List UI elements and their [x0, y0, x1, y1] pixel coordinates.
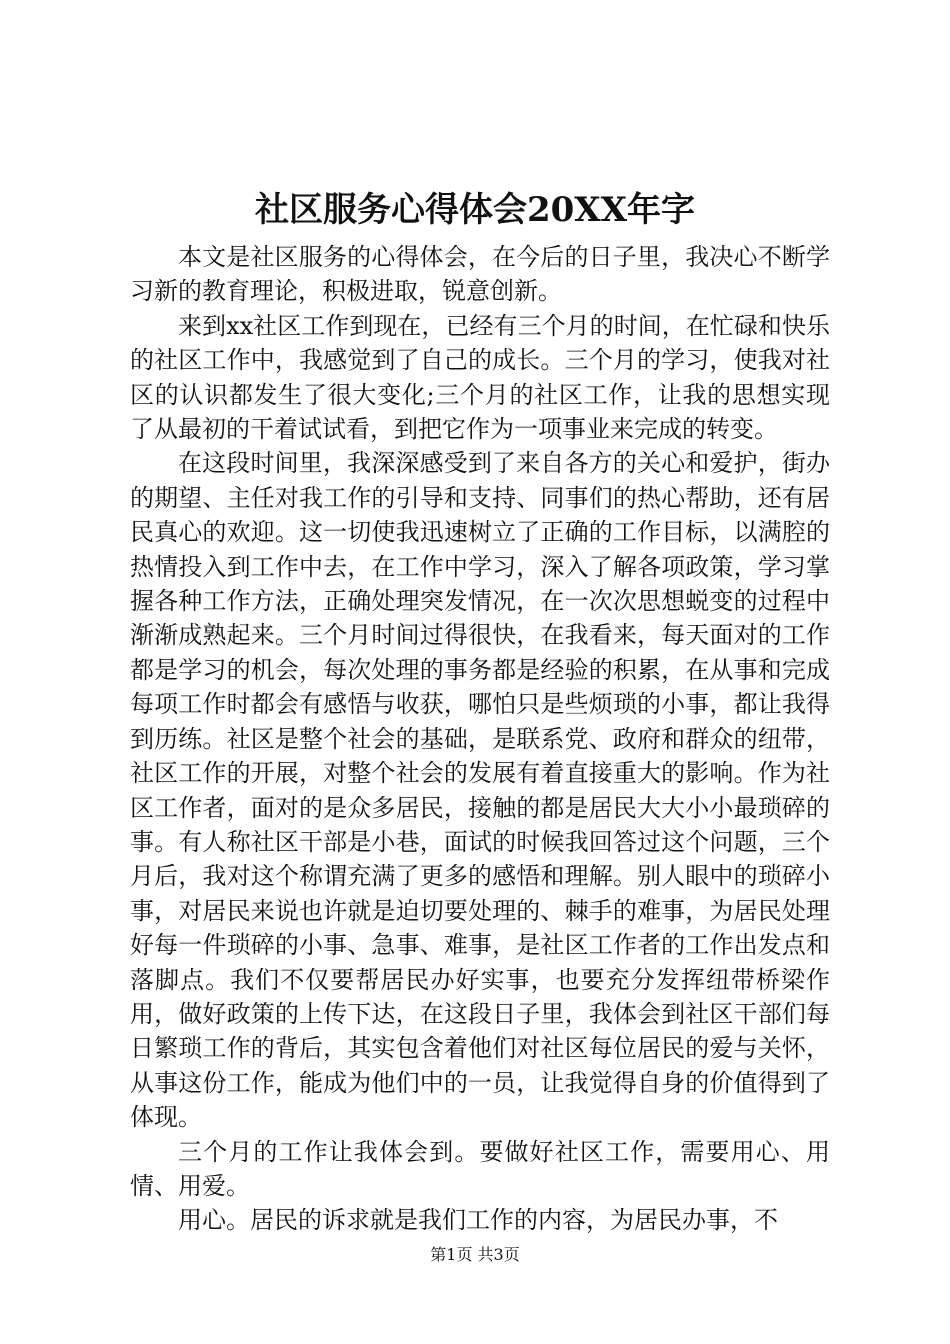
page-number-footer: 第1页 共3页 [430, 1245, 520, 1264]
paragraph: 在这段时间里，我深深感受到了来自各方的关心和爱护，街办的期望、主任对我工作的引导和支持、同事们的热心帮助，还有居民真心的欢迎。这一切使我迅速树立了正确的工作目标，以满腔的热情投入到工作中去，在工作中学习，深入了解各项政策，学习掌握各种工作方法，正确处理突发情况，在一次次思想蜕变的过程中渐渐成熟起来。三个月时间过得很快，在我看来，每天面对的工作都是学习的机会，每次处理的事务都是经验的积累，在从事和完成每项工作时都会有感悟与收获，哪怕只是些烦琐的小事，都让我得到历练。社区是整个社会的基础，是联系党、政府和群众的纽带，社区工作的开展，对整个社会的发展有着直接重大的影响。作为社区工作者，面对的是众多居民，接触的都是居民大大小小最琐碎的事。有人称社区干部是小巷，面试的时候我回答过这个问题，三个月后，我对这个称谓充满了更多的感悟和理解。别人眼中的琐碎小事，对居民来说也许就是迫切要处理的、棘手的难事，为居民处理好每一件琐碎的小事、急事、难事，是社区工作者的工作出发点和落脚点。我们不仅要帮居民办好实事，也要充分发挥纽带桥梁作用，做好政策的上传下达，在这段日子里，我体会到社区干部们每日繁琐工作的背后，其实包含着他们对社区每位居民的爱与关怀，从事这份工作，能成为他们中的一员，让我觉得自身的价值得到了体现。 [130, 449, 830, 1132]
paragraph: 本文是社区服务的心得体会，在今后的日子里，我决心不断学习新的教育理论，积极进取，锐意创新。 [130, 243, 830, 306]
document-title: 社区服务心得体会20XX年字 [254, 190, 696, 230]
document-body [130, 240, 830, 1238]
paragraph: 来到xx社区工作到现在，已经有三个月的时间，在忙碌和快乐的社区工作中，我感觉到了自己的成长。三个月的学习，使我对社区的认识都发生了很大变化;三个月的社区工作，让我的思想实现了从最初的干着试试看，到把它作为一项事业来完成的转变。 [130, 311, 830, 444]
paragraph: 三个月的工作让我体会到。要做好社区工作，需要用心、用情、用爱。 [130, 1137, 830, 1200]
paragraph: 用心。居民的诉求就是我们工作的内容，为居民办事，不 [178, 1206, 778, 1235]
